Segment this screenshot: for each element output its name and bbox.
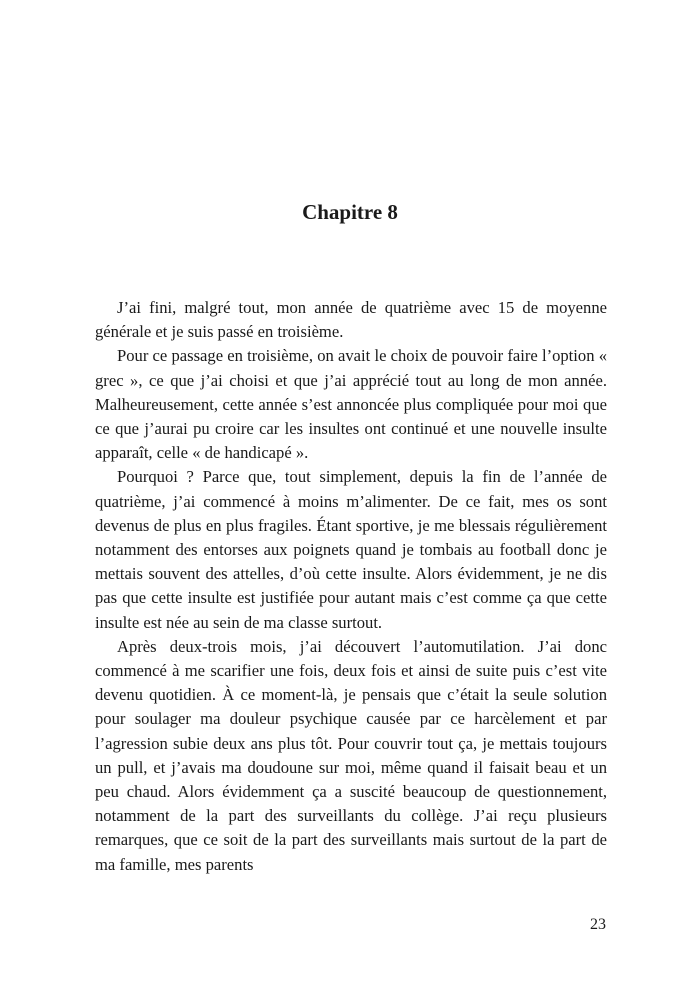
body-text xyxy=(95,296,607,877)
paragraph-2: Pour ce passage en troisième, on avait le choix de pouvoir faire l’option « grec », ce que j’ai choisi et que j’ai apprécié tout au long de mon année. Malheureusement, cette année s’est annoncée plus compliquée pour moi que ce que j’aurai pu croire car les insultes ont continué et une nouvelle insulte apparaît, celle « de handicapé ». xyxy=(95,346,607,463)
paragraph-1: J’ai fini, malgré tout, mon année de quatrième avec 15 de moyenne générale et je suis passé en troisième. xyxy=(95,298,607,342)
chapter-title: Chapitre 8 xyxy=(302,200,398,224)
paragraph-4: Après deux-trois mois, j’ai découvert l’automutilation. J’ai donc commencé à me scarifier une fois, deux fois et ainsi de suite puis c’est vite devenu quotidien. À ce moment-là, je pensais que c’était la seule solution pour soulager ma douleur psychique causée par ce harcèlement et par l’agression subie deux ans plus tôt. Pour couvrir tout ça, je mettais toujours un pull, et j’avais ma doudoune sur moi, même quand il faisait beau et un peu chaud. Alors évidemment ça a suscité beaucoup de questionnement, notamment de la part des surveillants du collège. J’ai reçu plusieurs remarques, que ce soit de la part des surveillants mais surtout de la part de ma famille, mes parents xyxy=(95,636,607,874)
page-number: 23 xyxy=(590,916,606,933)
paragraph-3: Pourquoi ? Parce que, tout simplement, depuis la fin de l’année de quatrième, j’ai commencé à moins m’alimenter. De ce fait, mes os sont devenus de plus en plus fragiles. Étant sportive, je me blessais régulièrement notamment des entorses aux poignets quand je tombais au football donc je mettais souvent des attelles, d’où cette insulte. Alors évidemment, je ne dis pas que cette insulte est justifiée pour autant mais c’est comme ça que cette insulte est née au sein de ma classe surtout. xyxy=(95,467,607,632)
